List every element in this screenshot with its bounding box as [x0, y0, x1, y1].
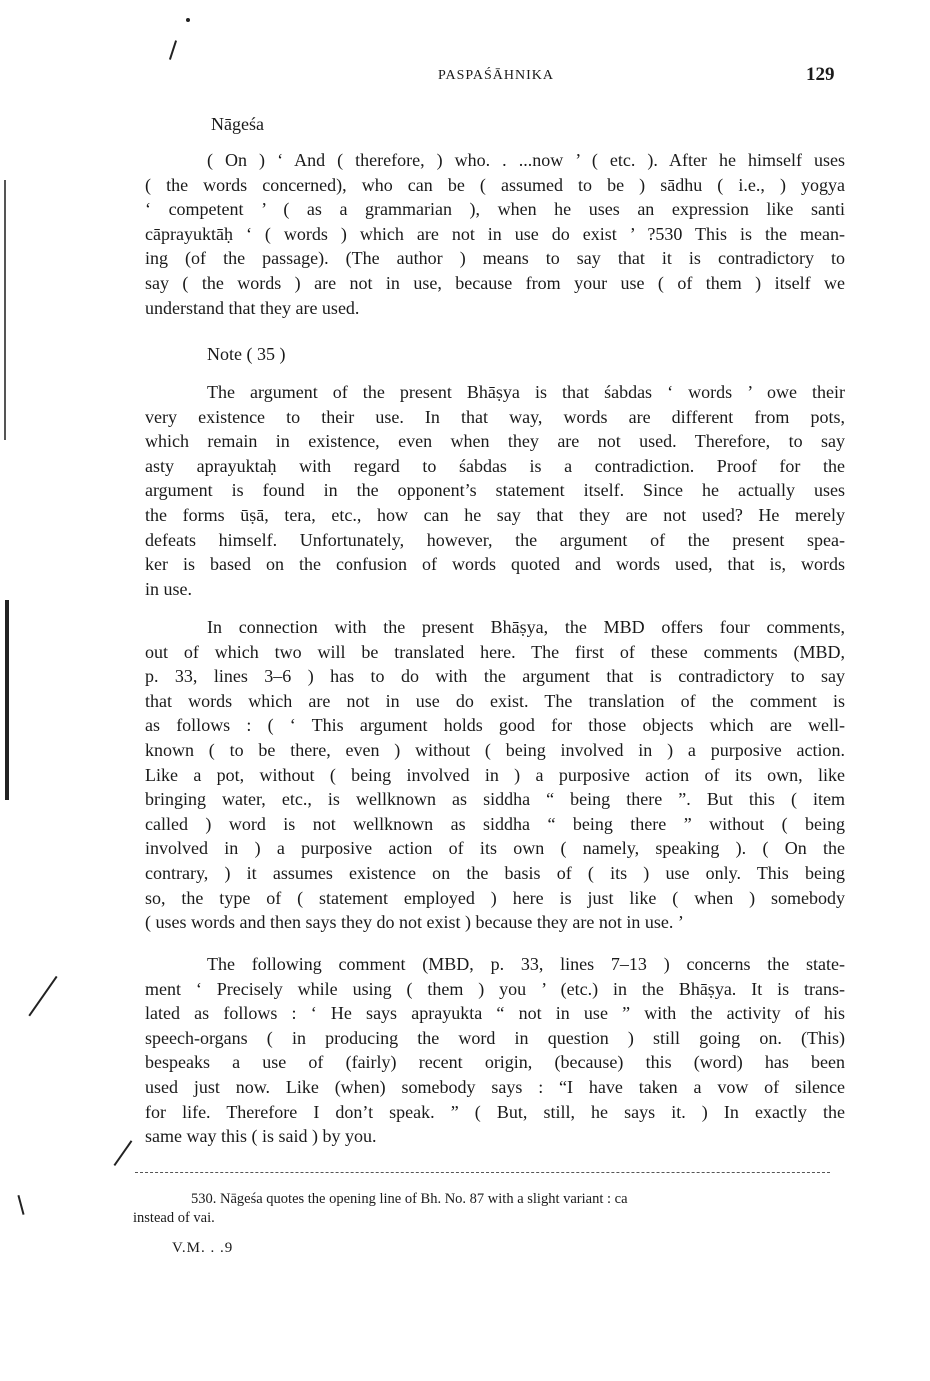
text-line: ment ‘ Precisely while using ( them ) you ’ (etc.) in the Bhāṣya. It is trans-: [145, 978, 845, 999]
text-line: known ( to be there, even ) without ( being involved in ) a purposive action.: [145, 739, 845, 760]
text-line: The following comment (MBD, p. 33, lines 7–13 ) concerns the state-: [207, 954, 845, 974]
text-line: ker is based on the confusion of words quoted and words used, that is, words: [145, 554, 845, 575]
text-line: ( uses words and then says they do not exist ) because they are not in use. ’: [145, 912, 684, 933]
note-heading: Note ( 35 ): [207, 344, 286, 364]
footnote-line: 530. Nāgeśa quotes the opening line of Bh. No. 87 with a slight variant : ca: [191, 1191, 628, 1207]
nagesa-paragraph: [145, 148, 845, 320]
text-line: speech-organs ( in producing the word in question ) still going on. (This): [145, 1027, 845, 1048]
note-paragraph-1: [145, 380, 845, 601]
text-line: ‘ competent ’ ( as a grammarian ), when he uses an expression like santi: [145, 199, 845, 220]
scan-mark-slash: [169, 40, 177, 59]
text-line: very existence to their use. In that way, words are different from pots,: [145, 406, 845, 427]
text-line: defeats himself. Unfortunately, however, the argument of the present spea-: [145, 529, 845, 550]
scan-mark-dot: [186, 18, 190, 22]
footnote: [133, 1190, 833, 1228]
text-line: understand that they are used.: [145, 297, 360, 318]
text-line: asty aprayuktaḥ with regard to śabdas is a contradiction. Proof for the: [145, 455, 845, 476]
text-line: out of which two will be translated here. The first of these comments (MBD,: [145, 641, 845, 662]
text-line: In connection with the present Bhāṣya, the MBD offers four comments,: [207, 617, 845, 637]
footnote-line: instead of vai.: [133, 1210, 215, 1226]
text-line: say ( the words ) are not in use, because from your use ( of them ) itself we: [145, 272, 845, 293]
nagesa-heading: Nāgeśa: [211, 114, 264, 134]
text-line: as follows : ( ‘ This argument holds good for those objects which are well-: [145, 715, 845, 736]
note-paragraph-2: [145, 615, 845, 935]
text-line: the forms ūṣā, tera, etc., how can he say that they are not used? He merely: [145, 504, 845, 525]
text-line: called ) word is not wellknown as siddha “ being there ” without ( being: [145, 813, 845, 834]
text-line: The argument of the present Bhāṣya is that śabdas ‘ words ’ owe their: [207, 382, 845, 402]
text-line: ing (of the passage). (The author ) means to say that it is contradictory to: [145, 248, 845, 269]
text-line: same way this ( is said ) by you.: [145, 1126, 377, 1147]
running-title: PASPAŚĀHNIKA: [438, 68, 555, 83]
text-line: in use.: [145, 578, 192, 599]
margin-line-thick: [5, 600, 9, 800]
text-line: argument is found in the opponent’s statement itself. Since he actually uses: [145, 480, 845, 501]
note-paragraph-3: [145, 952, 845, 1149]
margin-tick: [17, 1195, 24, 1215]
margin-line: [4, 180, 6, 440]
margin-slash: [28, 976, 57, 1016]
text-line: contrary, ) it assumes existence on the basis of ( its ) use only. This being: [145, 862, 845, 883]
text-line: lated as follows : ‘ He says aprayukta “ not in use ” with the activity of his: [145, 1003, 845, 1024]
text-line: bespeaks a use of (fairly) recent origin, (because) this (word) has been: [145, 1052, 845, 1073]
text-line: for life. Therefore I don’t speak. ” ( But, still, he says it. ) In exactly the: [145, 1101, 845, 1122]
text-line: bringing water, etc., is wellknown as siddha “ being there ”. But this ( item: [145, 789, 845, 810]
text-line: cāprayuktāḥ ‘ ( words ) which are not in use do exist ’ ?530 This is the mean-: [145, 223, 845, 244]
text-line: involved in ) a purposive action of its own ( namely, speaking ). ( On the: [145, 838, 845, 859]
text-line: Like a pot, without ( being involved in ) a purposive action of its own, like: [145, 764, 845, 785]
printer-signature-mark: V.M. . .9: [172, 1240, 234, 1256]
footnote-divider: [135, 1172, 830, 1173]
text-line: ( On ) ‘ And ( therefore, ) who. . ...now ’ ( etc. ). After he himself uses: [207, 150, 845, 170]
text-line: used just now. Like (when) somebody says : “I have taken a vow of silence: [145, 1076, 845, 1097]
page-number: 129: [806, 64, 835, 85]
text-line: p. 33, lines 3–6 ) has to do with the argument that is contradictory to say: [145, 666, 845, 687]
text-line: ( the words concerned), who can be ( assumed to be ) sādhu ( i.e., ) yogya: [145, 174, 845, 195]
text-line: which remain in existence, even when they are not used. Therefore, to say: [145, 431, 845, 452]
text-line: that words which are not in use do exist. The translation of the comment is: [145, 690, 845, 711]
text-line: so, the type of ( statement employed ) here is just like ( when ) somebody: [145, 887, 845, 908]
margin-slash-2: [114, 1140, 132, 1165]
